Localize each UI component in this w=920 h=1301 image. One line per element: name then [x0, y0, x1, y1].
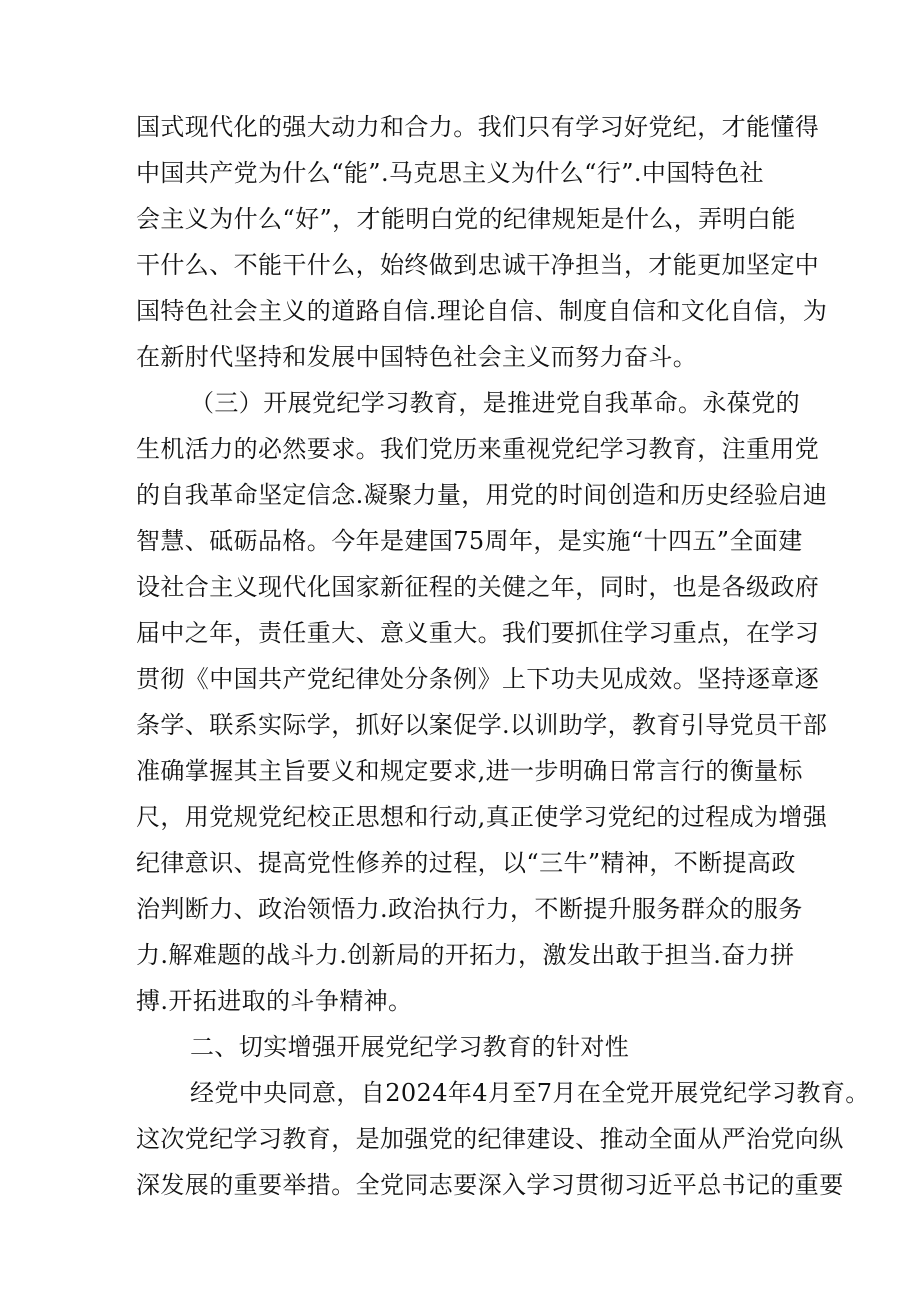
- text-line: 中国共产党为什么“能”.马克思主义为什么“行”.中国特色社: [136, 159, 764, 187]
- text-line: 国特色社会主义的道路自信.理论自信、制度自信和文化自信，为: [136, 297, 828, 325]
- text-line: 治判断力、政治领悟力.政治执行力，不断提升服务群众的服务: [136, 895, 803, 923]
- text-line: 生机活力的必然要求。我们党历来重视党纪学习教育，注重用党: [136, 435, 820, 463]
- text-line: 在新肘代坚持和发展中国特色社会主义而努力奋斗。: [136, 343, 698, 371]
- text-line: 准确掌握其主旨要义和规定要求,进一步明确日常言行的衡量标: [136, 757, 803, 785]
- text-line: 的自我革命坚定信念.凝聚力量，用党的时间创造和历史经验启迪: [136, 481, 828, 509]
- text-line: 智慧、砥砺品格。今年是建国75周年，是实施“十四五”全面建: [136, 527, 803, 555]
- text-line: 届中之年，责任重大、意义重大。我们要抓住学习重点，在学习: [136, 619, 820, 647]
- text-line: 条学、联系实际学，抓好以案促学.以训助学，教育引导党员干部: [136, 711, 828, 739]
- text-line: 会主义为什么“好”，才能明白党的纪律规矩是什么，弄明白能: [136, 205, 796, 233]
- text-line: 干什么、不能干什么，始终做到忠诚干净担当，才能更加坚定中: [136, 251, 820, 279]
- text-line: 尺，用党规党纪校正思想和行动,真正使学习党纪的过程成为增强: [136, 803, 828, 831]
- text-line: 国式现代化的强大动力和合力。我们只有学习好党纪，才能懂得: [136, 113, 820, 141]
- section-heading-two: 二、切实增强开展党纪学习教育的针对性: [190, 1033, 630, 1061]
- section-heading-three: （三）开展党纪学习教育，是推进党自我革命。永葆党的: [190, 389, 800, 417]
- text-line: 经党中央同意，自2024年4月至7月在全党开展党纪学习教育。: [190, 1079, 870, 1107]
- text-line: 深发展的重要举措。全党同志要深入学习贯彻习近平总书记的重要: [136, 1171, 844, 1199]
- text-line: 贯彻《中国共产党纪律处分条例》上下功夫见成效。坚持逐章逐: [136, 665, 820, 693]
- text-line: 纪律意识、提高党性修养的过程，以“三牛”精神，不断提高政: [136, 849, 796, 877]
- text-line: 搏.开拓进取的斗争精神。: [136, 987, 413, 1015]
- text-line: 设社合主义现代化国家新征程的关健之年，同时，也是各级政府: [136, 573, 820, 601]
- text-line: 这次党纪学习教育，是加强党的纪律建设、推动全面从严治党向纵: [136, 1125, 844, 1153]
- text-line: 力.解难题的战斗力.创新局的开拓力，激发出敢于担当.奋力拼: [136, 941, 795, 969]
